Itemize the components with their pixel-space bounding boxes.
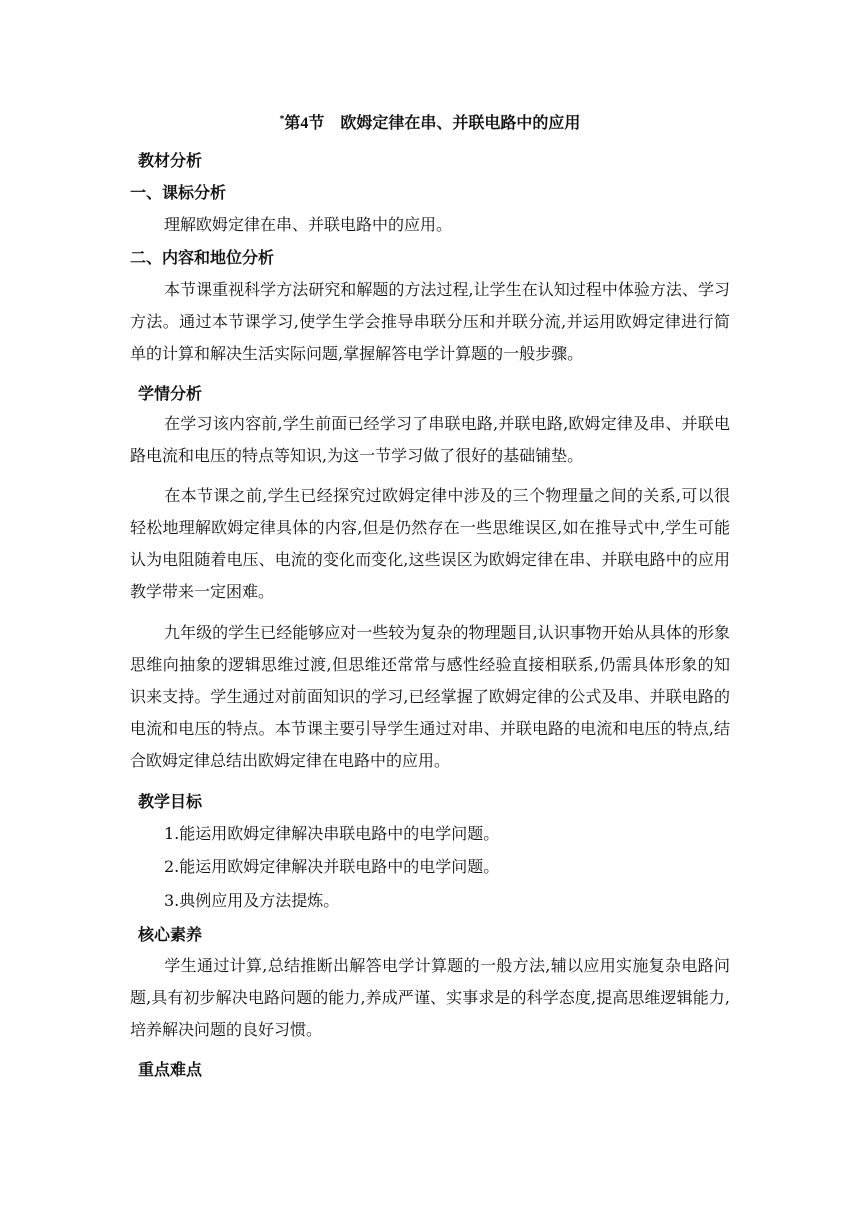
heading-literacy: 核心素养 <box>138 925 203 944</box>
heading-key-points: 重点难点 <box>138 1060 203 1079</box>
title-prefix: 第 <box>284 113 301 132</box>
paragraph-curriculum: 理解欧姆定律在串、并联电路中的应用。 <box>164 215 453 234</box>
heading-textbook-analysis: 教材分析 <box>138 151 203 170</box>
title-rest: 节 欧姆定律在串、并联电路中的应用 <box>308 113 581 132</box>
heading-goals: 教学目标 <box>138 792 203 811</box>
title-star: * <box>279 114 285 125</box>
heading-curriculum: 一、课标分析 <box>130 183 227 202</box>
paragraph-student-1: 在学习该内容前,学生前面已经学习了串联电路,并联电路,欧姆定律及串、并联电路电流和电压的特点等知识,为这一节学习做了很好的基础铺垫。 <box>130 414 730 465</box>
goal-item-2: 2.能运用欧姆定律解决并联电路中的电学问题。 <box>164 857 500 876</box>
paragraph-content: 本节课重视科学方法研究和解题的方法过程,让学生在认知过程中体验方法、学习方法。通过本节课学习,使学生学会推导串联分压和并联分流,并运用欧姆定律进行简单的计算和解决生活实际问题,掌握解答电学计算题的一般步骤。 <box>130 280 730 363</box>
page-title <box>0 110 860 133</box>
goal-item-1: 1.能运用欧姆定律解决串联电路中的电学问题。 <box>164 824 500 843</box>
heading-student-analysis: 学情分析 <box>138 384 203 403</box>
goal-item-3: 3.典例应用及方法提炼。 <box>164 891 340 910</box>
paragraph-student-3: 九年级的学生已经能够应对一些较为复杂的物理题目,认识事物开始从具体的形象思维向抽象的逻辑思维过渡,但思维还常常与感性经验直接相联系,仍需具体形象的知识来支持。学生通过对前面知识的学习,已经掌握了欧姆定律的公式及串、并联电路的电流和电压的特点。本节课主要引导学生通过对串、并联电路的电流和电压的特点,结合欧姆定律总结出欧姆定律在电路中的应用。 <box>130 623 730 770</box>
paragraph-literacy: 学生通过计算,总结推断出解答电学计算题的一般方法,辅以应用实施复杂电路问题,具有初步解决电路问题的能力,养成严谨、实事求是的科学态度,提高思维逻辑能力,培养解决问题的良好习惯。 <box>130 956 730 1039</box>
heading-content: 二、内容和地位分析 <box>130 248 275 267</box>
title-number: 4 <box>300 115 309 132</box>
paragraph-student-2: 在本节课之前,学生已经探究过欧姆定律中涉及的三个物理量之间的关系,可以很轻松地理解欧姆定律具体的内容,但是仍然存在一些思维误区,如在推导式中,学生可能认为电阻随着电压、电流的变化而变化,这些误区为欧姆定律在串、并联电路中的应用教学带来一定困难。 <box>130 486 730 601</box>
